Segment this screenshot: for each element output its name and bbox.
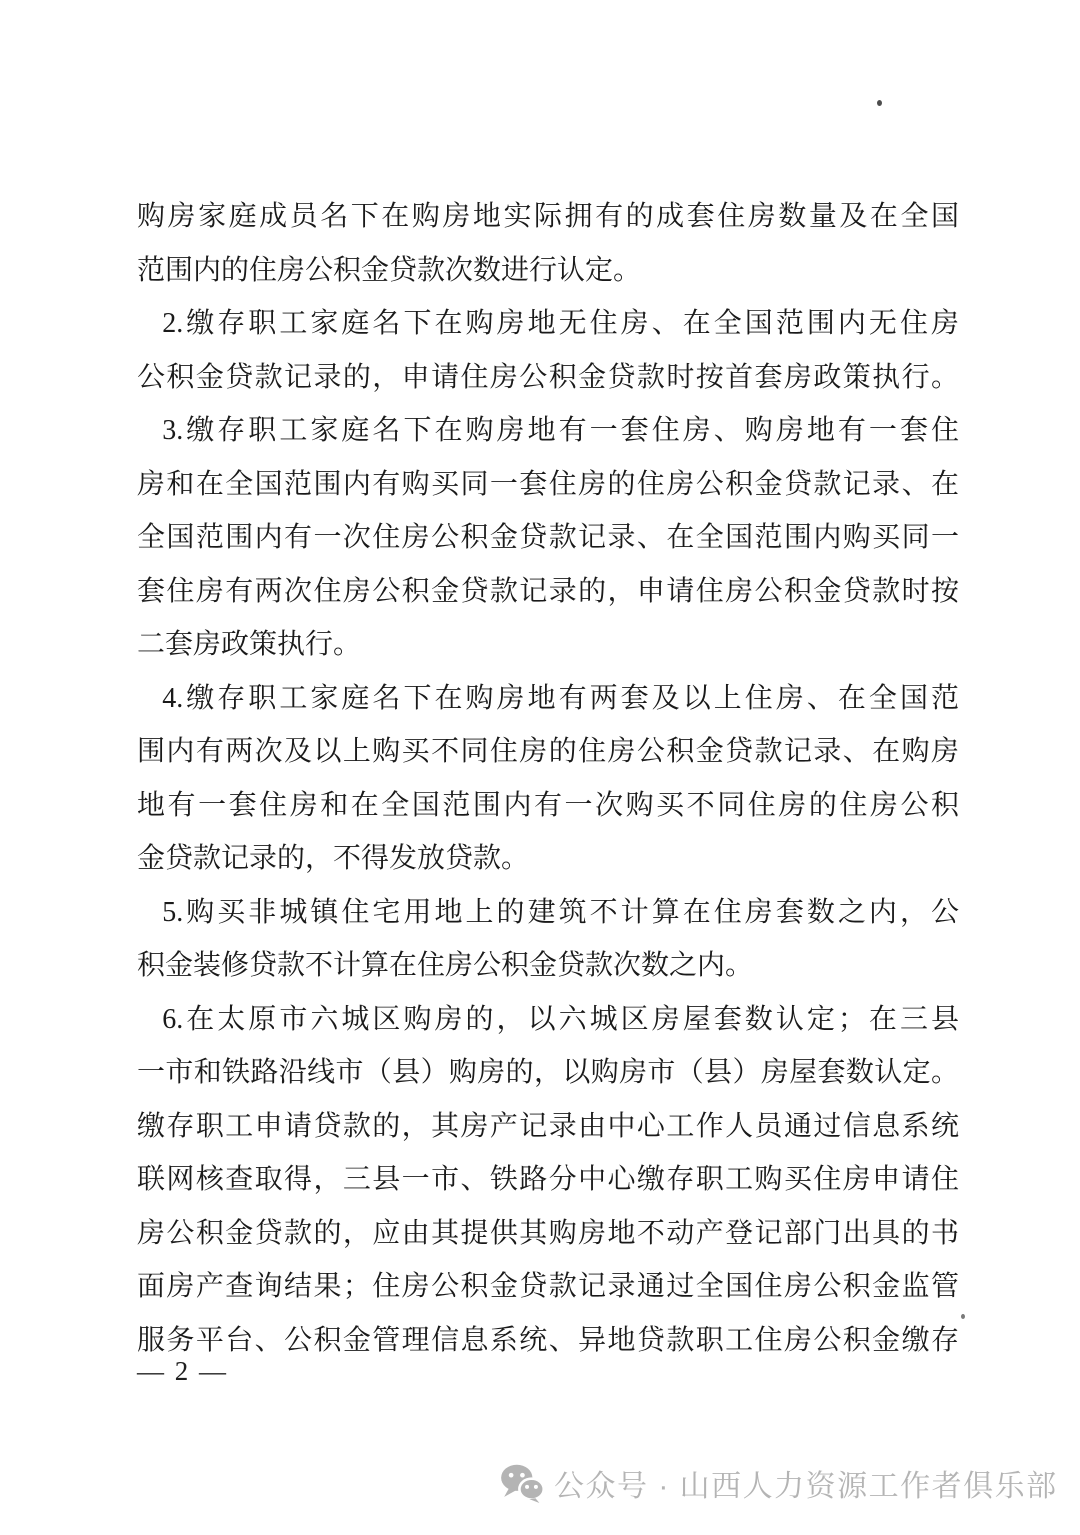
wechat-icon <box>499 1463 545 1503</box>
wechat-watermark <box>499 1461 1058 1505</box>
text-line-item-5: 5.购买非城镇住宅用地上的建筑不计算在住房套数之内，公 <box>162 896 959 928</box>
text-line: 购房家庭成员名下在购房地实际拥有的成套住房数量及在全国 <box>137 201 959 232</box>
document-body <box>137 190 959 1367</box>
text-line: 范围内的住房公积金贷款次数进行认定。 <box>137 254 642 286</box>
text-line-item-2: 2.缴存职工家庭名下在购房地无住房、在全国范围内无住房 <box>162 308 959 339</box>
text-line-item-6: 6.在太原市六城区购房的，以六城区房屋套数认定；在三县 <box>162 1003 959 1035</box>
text-line-item-4: 4.缴存职工家庭名下在购房地有两套及以上住房、在全国范 <box>162 682 959 714</box>
text-line: 地有一套住房和在全国范围内有一次购买不同住房的住房公积 <box>137 789 959 821</box>
text-line: 房公积金贷款的，应由其提供其购房地不动产登记部门出具的书 <box>137 1217 959 1249</box>
page-number: — 2 — <box>137 1356 228 1386</box>
text-line: 围内有两次及以上购买不同住房的住房公积金贷款记录、在购房 <box>137 736 959 767</box>
text-line: 二套房政策执行。 <box>137 629 362 660</box>
text-line: 缴存职工申请贷款的，其房产记录由中心工作人员通过信息系统 <box>137 1110 959 1142</box>
text-line: 面房产查询结果；住房公积金贷款记录通过全国住房公积金监管 <box>137 1271 959 1302</box>
text-line: 一市和铁路沿线市（县）购房的，以购房市（县）房屋套数认定。 <box>137 1057 959 1088</box>
scan-artifact-dot <box>961 1314 965 1319</box>
text-line: 全国范围内有一次住房公积金贷款记录、在全国范围内购买同一 <box>137 522 959 553</box>
text-line: 积金装修贷款不计算在住房公积金贷款次数之内。 <box>137 950 754 981</box>
scan-artifact-dot <box>877 100 882 106</box>
text-line: 房和在全国范围内有购买同一套住房的住房公积金贷款记录、在 <box>137 468 959 500</box>
text-line: 联网核查取得，三县一市、铁路分中心缴存职工购买住房申请住 <box>137 1164 959 1195</box>
text-line: 金贷款记录的，不得发放贷款。 <box>137 843 530 874</box>
text-line: 套住房有两次住房公积金贷款记录的，申请住房公积金贷款时按 <box>137 575 959 607</box>
text-line-item-3: 3.缴存职工家庭名下在购房地有一套住房、购房地有一套住 <box>162 415 959 446</box>
text-line: 服务平台、公积金管理信息系统、异地贷款职工住房公积金缴存 <box>137 1324 959 1356</box>
text-line: 公积金贷款记录的，申请住房公积金贷款时按首套房政策执行。 <box>137 361 959 393</box>
wechat-account-label: 公众号 · 山西人力资源工作者俱乐部 <box>554 1470 1058 1503</box>
